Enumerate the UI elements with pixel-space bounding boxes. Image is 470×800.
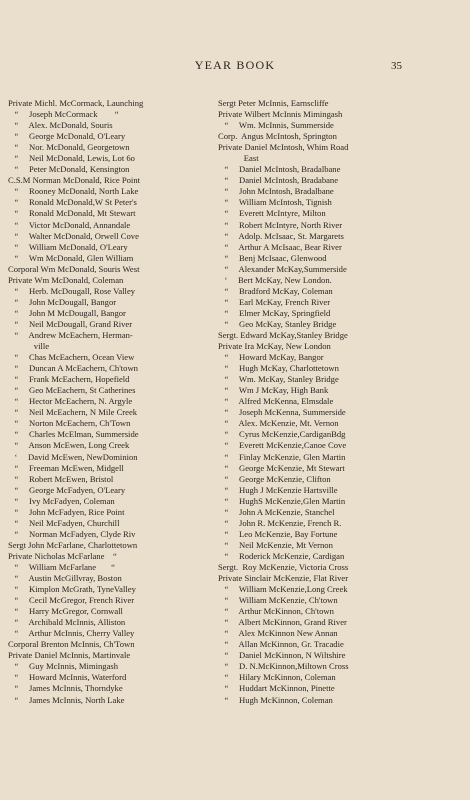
roster-entry: “ Alexander McKay,Summerside	[218, 263, 347, 274]
roster-entry: Private Daniel McInnis, Martinvale	[8, 650, 131, 661]
roster-entry: “ Rooney McDonald, North Lake	[8, 186, 139, 197]
roster-entry: “ Hugh J McKenzie Hartsville	[218, 484, 338, 495]
roster-entry: “ HughS McKenzie,Glen Martin	[218, 495, 346, 506]
roster-entry: “ Daniel McIntosh, Bradalbane	[218, 164, 341, 175]
roster-entry: “ Anson McEwen, Long Creek	[8, 440, 130, 451]
roster-entry: “ Herb. McDougall, Rose Valley	[8, 285, 136, 296]
roster-entry: “ George McDonald, O'Leary	[8, 131, 126, 142]
roster-entry: “ D. N.McKinnon,Miltown Cross	[218, 661, 349, 672]
roster-entry: Sergt Peter McInnis, Earnscliffe	[218, 98, 329, 108]
roster-column-left	[8, 98, 213, 706]
roster-entry: “ Victor McDonald, Annandale	[8, 219, 131, 230]
roster-entry: Corporal Wm McDonald, Souris West	[8, 263, 140, 274]
roster-entry: “ Daniel McKinnon, N Wiltshire	[218, 650, 346, 661]
roster-entry: Private Wilbert McInnis Mimingash	[218, 109, 343, 120]
roster-entry: Private Daniel McIntosh, Whim Road	[218, 142, 349, 153]
roster-entry: “ Cecil McGregor, French River	[8, 595, 135, 606]
roster-entry: “ Finlay McKenzie, Glen Martin	[218, 451, 346, 462]
roster-entry: ‘ David McEwen, NewDominion	[8, 451, 138, 462]
roster-entry: “ Austin McGillvray, Boston	[8, 573, 122, 584]
roster-entry: “ Neil McFadyen, Churchill	[8, 517, 120, 528]
roster-entry: “ Wm McDonald, Glen William	[8, 252, 134, 263]
roster-entry: “ Howard McInnis, Waterford	[8, 672, 127, 683]
roster-entry: “ Robert McIntyre, North River	[218, 219, 343, 230]
roster-entry: “ Harry McGregor, Cornwall	[8, 606, 123, 617]
roster-entry: “ John A McKenzie, Stanchel	[218, 506, 335, 517]
roster-entry: “ Leo McKenzie, Bay Fortune	[218, 528, 338, 539]
roster-entry: “ Daniel McIntosh, Bradabane	[218, 175, 339, 186]
roster-entry: “ Hugh McKay, Charlottetown	[218, 363, 339, 374]
roster-entry: “ George McFadyen, O'Leary	[8, 484, 126, 495]
roster-entry: “ John R. McKenzie, French R.	[218, 517, 342, 528]
roster-entry: “ Adolp. McIsaac, St. Margarets	[218, 230, 344, 241]
roster-entry: “ William McIntosh, Tignish	[218, 197, 332, 208]
roster-entry: “ Geo McEachern, St Catherines	[8, 385, 136, 396]
roster-entry: “ Kimplon McGrath, TyneValley	[8, 584, 136, 595]
roster-entry: “ Neil McDonald, Lewis, Lot 6o	[8, 153, 135, 164]
roster-entry: “ Ronald McDonald,W St Peter's	[8, 197, 137, 208]
roster-entry: “ Wm. McInnis, Summerside	[218, 120, 334, 131]
roster-entry: “ William McFarlane “	[8, 561, 115, 572]
roster-entry: C.S.M Norman McDonald, Rice Point	[8, 175, 141, 186]
roster-entry: “ Wm. McKay, Stanley Bridge	[218, 374, 339, 385]
roster-entry: “ Bradford McKay, Coleman	[218, 285, 333, 296]
roster-entry: Private Michl. McCormack, Launching	[8, 98, 144, 108]
roster-entry: “ Roderick McKenzie, Cardigan	[218, 550, 345, 561]
roster-entry: “ Allan McKinnon, Gr. Tracadie	[218, 639, 344, 650]
roster-entry: “ Norton McEachern, Ch'Town	[8, 418, 131, 429]
roster-entry: “ Geo McKay, Stanley Bridge	[218, 318, 337, 329]
roster-entry: “ Earl McKay, French River	[218, 296, 331, 307]
roster-entry: “ Hector McEachern, N. Argyle	[8, 396, 133, 407]
running-title: YEAR BOOK	[194, 58, 276, 72]
roster-entry: Private Sinclair McKenzie, Flat River	[218, 573, 349, 584]
roster-entry: “ Alex. McDonald, Souris	[8, 120, 113, 131]
roster-entry: “ Alex. McKenzie, Mt. Vernon	[218, 418, 339, 429]
roster-entry: “ Elmer McKay, Springfield	[218, 307, 331, 318]
roster-entry: “ Duncan A McEachern, Ch'town	[8, 363, 138, 374]
roster-entry: Sergt. Edward McKay,Stanley Bridge	[218, 329, 348, 340]
roster-entry: Private Nicholas McFarlane “	[8, 550, 117, 561]
roster-entry: “ Nor. McDonald, Georgetown	[8, 142, 130, 153]
roster-entry: “ Arthur A McIsaac, Bear River	[218, 241, 342, 252]
roster-entry: “ George McKenzie, Clifton	[218, 473, 331, 484]
roster-entry: “ William McKenzie,Long Creek	[218, 584, 348, 595]
roster-entry: “ Charles McElman, Summerside	[8, 429, 139, 440]
roster-entry: “ Arthur McKinnon, Ch'town	[218, 606, 334, 617]
roster-entry: “ Hugh McKinnon, Coleman	[218, 694, 333, 705]
roster-entry: “ Joseph McCormack “	[8, 109, 119, 120]
roster-entry: Private Ira McKay, New London	[218, 341, 331, 352]
roster-column-right	[218, 98, 423, 706]
roster-entry: “ Huddart McKinnon, Pinette	[218, 683, 335, 694]
roster-entry: “ Peter McDonald, Kensington	[8, 164, 130, 175]
roster-entry: Sergt John McFarlane, Charlottetown	[8, 539, 138, 550]
roster-entry: “ Archibald McInnis, Alliston	[8, 617, 126, 628]
roster-entry: Private Wm McDonald, Coleman	[8, 274, 124, 285]
roster-entry: “ Hilary McKinnon, Coleman	[218, 672, 336, 683]
roster-entry: Corporal Brenton McInnis, Ch'Town	[8, 639, 135, 650]
roster-entry: “ James McInnis, Thorndyke	[8, 683, 123, 694]
roster-entry: “ Freeman McEwen, Midgell	[8, 462, 124, 473]
roster-entry: “ Alfred McKenna, Elmsdale	[218, 396, 334, 407]
roster-entry: “ George McKenzie, Mt Stewart	[218, 462, 345, 473]
roster-entry: “ Chas McEachern, Ocean View	[8, 352, 135, 363]
roster-entry: “ Ronald McDonald, Mt Stewart	[8, 208, 136, 219]
roster-entry: “ John McDougall, Bangor	[8, 296, 117, 307]
roster-entry: East	[218, 153, 259, 164]
roster-entry: “ Neil McEachern, N Mile Creek	[8, 407, 138, 418]
roster-entry: “ Howard McKay, Bangor	[218, 352, 324, 363]
roster-entry: “ Arthur McInnis, Cherry Valley	[8, 628, 135, 639]
roster-entry: Corp. Angus McIntosh, Springton	[218, 131, 337, 142]
roster-entry: “ John McFadyen, Rice Point	[8, 506, 125, 517]
roster-entry: “ Wm J McKay, High Bank	[218, 385, 329, 396]
roster-entry: “ John M McDougall, Bangor	[8, 307, 126, 318]
roster-entry: “ Ivy McFadyen, Coleman	[8, 495, 115, 506]
roster-entry: “ Joseph McKenna, Summerside	[218, 407, 346, 418]
roster-entry: “ Albert McKinnon, Grand River	[218, 617, 347, 628]
roster-entry: “ Walter McDonald, Orwell Cove	[8, 230, 139, 241]
roster-entry: “ John McIntosh, Bradalbane	[218, 186, 334, 197]
roster-entry: “ Benj McIsaac, Glenwood	[218, 252, 327, 263]
roster-entry: “ Robert McEwen, Bristol	[8, 473, 114, 484]
roster-entry: “ Cyrus McKenzie,CardiganBdg	[218, 429, 346, 440]
roster-entry: “ Norman McFadyen, Clyde Riv	[8, 528, 136, 539]
page-number: 35	[391, 60, 402, 72]
roster-entry: “ Alex McKinnon New Annan	[218, 628, 338, 639]
roster-entry: “ Neil McKenzie, Mt Vernon	[218, 539, 333, 550]
roster-entry: “ Frank McEachern, Hopefield	[8, 374, 130, 385]
roster-entry: “ Everett McKenzie,Canoe Cove	[218, 440, 347, 451]
roster-entry: “ Andrew McEachern, Herman-	[8, 329, 133, 340]
roster-entry: “ Everett McIntyre, Milton	[218, 208, 326, 219]
page-header	[0, 56, 470, 76]
roster-entry: ville	[8, 341, 50, 352]
roster-entry: “ James McInnis, North Lake	[8, 694, 125, 705]
roster-entry: ‘ Bert McKay, New London.	[218, 274, 332, 285]
roster-entry: “ Neil McDougall, Grand River	[8, 318, 133, 329]
roster-entry: “ William McKenzie, Ch'town	[218, 595, 338, 606]
roster-entry: “ Guy McInnis, Mimingash	[8, 661, 119, 672]
roster-entry: Sergt. Roy McKenzie, Victoria Cross	[218, 561, 349, 572]
roster-entry: “ William McDonald, O'Leary	[8, 241, 128, 252]
